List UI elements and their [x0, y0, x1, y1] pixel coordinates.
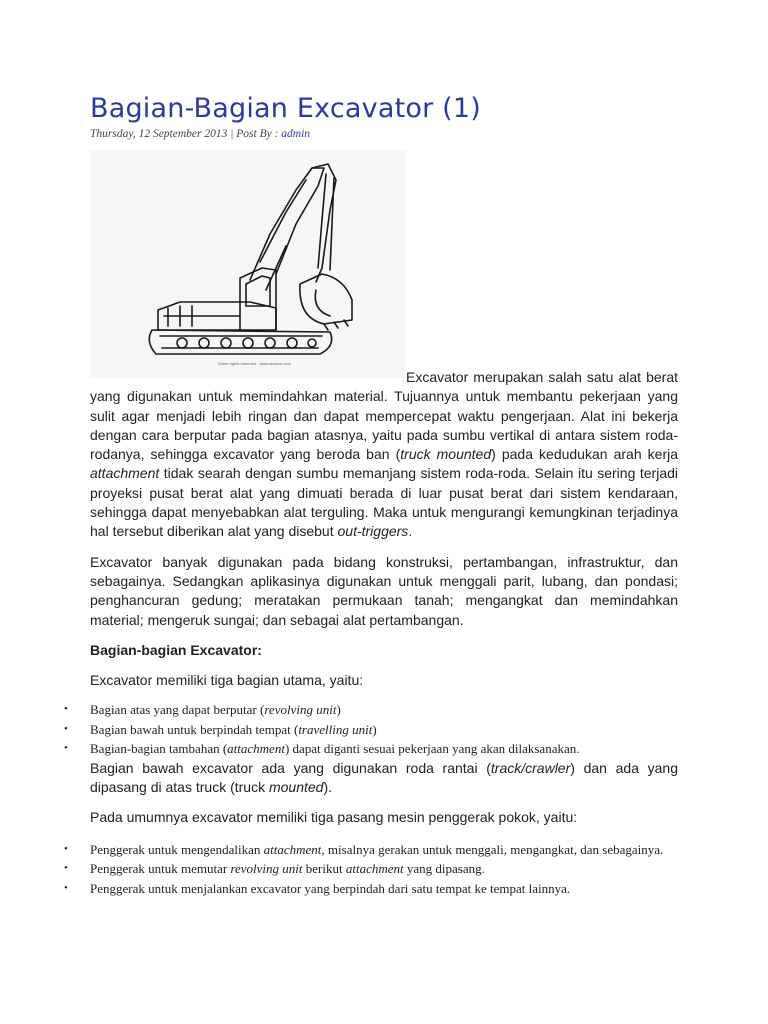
list-item: [64, 739, 678, 759]
emphasis: truck mounted: [400, 446, 492, 463]
list-item: [64, 879, 678, 899]
bullet-icon: •: [64, 842, 68, 855]
text-span: berikut: [302, 861, 346, 877]
article: [64, 92, 678, 898]
emphasis: revolving unit: [264, 702, 337, 718]
bullet-icon: •: [64, 703, 68, 716]
emphasis: attachment: [345, 861, 404, 877]
bullet-icon: •: [64, 862, 68, 875]
excavator-drawing-icon: [90, 150, 406, 378]
text-span: Penggerak untuk mengendalikan: [90, 841, 264, 857]
text-span: yang dipasang.: [403, 861, 485, 877]
page-title: Bagian-Bagian Excavator (1): [90, 93, 482, 124]
text-span: ) dan ada yang dipasang di atas truck (truck: [90, 759, 678, 795]
emphasis: mounted: [268, 778, 324, 795]
main-parts-list: [64, 700, 678, 759]
text-span: ) dapat diganti sesuai pekerjaan yang akan dilaksanakan.: [284, 741, 580, 757]
emphasis: attachment: [90, 465, 160, 482]
paragraph-engines: Pada umumnya excavator memiliki tiga pasang mesin penggerak pokok, yaitu:: [90, 809, 578, 826]
post-meta: [90, 126, 678, 142]
bullet-icon: •: [64, 722, 68, 735]
text-span: Penggerak untuk menjalankan excavator yang berpindah dari satu tempat ke tempat lainnya.: [90, 880, 571, 896]
list-item: [64, 859, 678, 879]
text-span: Bagian bawah untuk berpindah tempat (: [90, 721, 299, 737]
figure-area: [90, 150, 678, 368]
text-span: ).: [323, 778, 333, 795]
list-item: [64, 720, 678, 740]
text-span: Excavator merupakan salah satu alat berat yang digunakan untuk memindahkan material. Tujuannya untuk membantu pekerjaan yang sulit agar menjadi lebih ringan dan dapat mempercepat waktu pengerjaan. Alat ini bekerja dengan cara berputar pada bagian atasnya, yaitu pada sumbu vertikal di antara sistem roda-rodanya, sehingga excavator yang beroda ban (: [90, 369, 678, 463]
emphasis: attachment: [227, 741, 285, 757]
text-span: Bagian atas yang dapat berputar (: [90, 702, 265, 718]
section-heading: Bagian-bagian Excavator:: [90, 641, 262, 658]
text-span: ): [372, 721, 377, 737]
bullet-icon: •: [64, 881, 68, 894]
emphasis: out-triggers: [337, 523, 409, 540]
author-link[interactable]: admin: [281, 128, 311, 140]
list-item: [64, 700, 678, 720]
excavator-figure: [90, 150, 406, 378]
text-span: tidak searah dengan sumbu memanjang sistem roda-roda. Selain itu sering terjadi proyeksi pusat berat alat yang dimuati berada di luar pusat berat dari sistem kendaraan, sehingga dapat menyebabkan alat terguling. Maka untuk mengurangi kemungkinan terjadinya hal tersebut diberikan alat yang disebut: [90, 465, 678, 540]
paragraph-intro: [90, 368, 678, 542]
text-span: Bagian bawah excavator ada yang digunakan roda rantai (: [90, 759, 491, 776]
text-span: Penggerak untuk memutar: [90, 861, 231, 877]
paragraph-main-parts: Excavator memiliki tiga bagian utama, yaitu:: [90, 671, 364, 688]
engine-list: [64, 840, 678, 899]
emphasis: revolving unit: [230, 861, 303, 877]
emphasis: track/crawler: [490, 759, 571, 776]
bullet-icon: •: [64, 742, 68, 755]
emphasis: travelling unit: [298, 721, 373, 737]
paragraph-usage: Excavator banyak digunakan pada bidang konstruksi, pertambangan, infrastruktur, dan sebagainya. Sedangkan aplikasinya digunakan untuk menggali parit, lubang, dan pondasi; penghancuran gedung; meratakan permukaan tanah; mengangkat dan memindahkan material; mengeruk sungai; dan sebagai alat pertambangan.: [90, 553, 678, 628]
paragraph-undercarriage: [90, 759, 678, 798]
list-item: [64, 840, 678, 860]
text-span: ) pada kedudukan arah kerja: [491, 446, 678, 463]
text-span: ): [336, 702, 341, 718]
text-span: .: [408, 523, 413, 540]
post-date: Thursday, 12 September 2013 | Post By :: [90, 128, 282, 140]
text-span: , misalnya gerakan untuk menggali, mengangkat, dan sebagainya.: [321, 841, 664, 857]
figure-caption: Some rights reserved · www.atresco.com: [218, 361, 291, 366]
text-span: Bagian-bagian tambahan (: [90, 741, 228, 757]
emphasis: attachment: [263, 841, 322, 857]
